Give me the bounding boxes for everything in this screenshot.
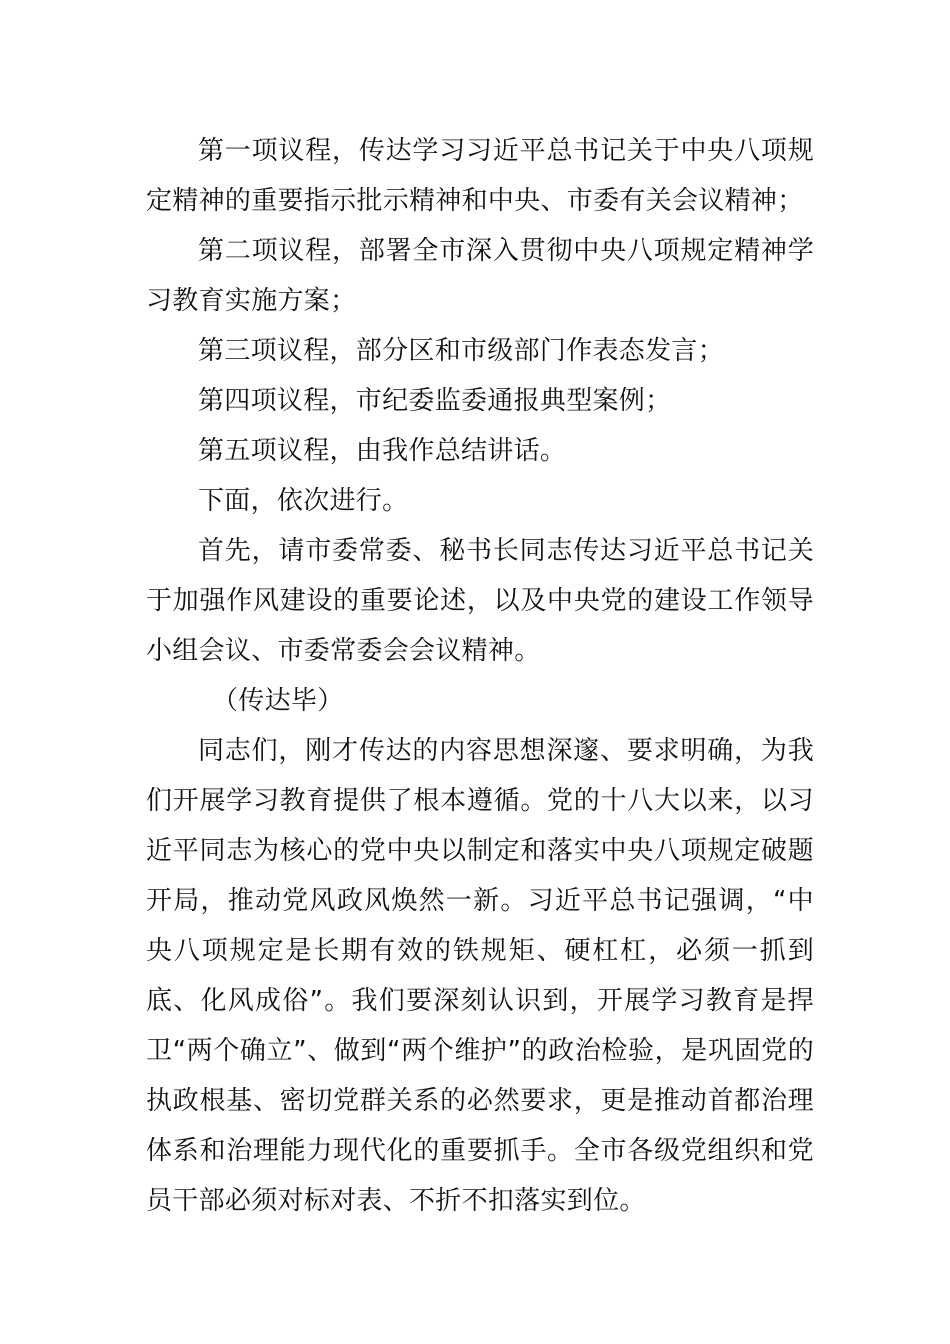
agenda-item-1: 第一项议程，传达学习习近平总书记关于中央八项规定精神的重要指示批示精神和中央、市委有关会议精神； xyxy=(146,136,814,216)
agenda-item-5: 第五项议程，由我作总结讲话。 xyxy=(198,436,567,466)
stage-note: （传达毕） xyxy=(212,686,344,716)
document-body xyxy=(146,126,814,1226)
speech-paragraph: 同志们，刚才传达的内容思想深邃、要求明确，为我们开展学习教育提供了根本遵循。党的十八大以来，以习近平同志为核心的党中央以制定和落实中央八项规定破题开局，推动党风政风焕然一新。习近平总书记强调，“中央八项规定是长期有效的铁规矩、硬杠杠，必须一抓到底、化风成俗”。我们要深刻认识到，开展学习教育是捍卫“两个确立”、做到“两个维护”的政治检验，是巩固党的执政根基、密切党群关系的必然要求，更是推动首都治理体系和治理能力现代化的重要抓手。全市各级党组织和党员干部必须对标对表、不折不扣落实到位。 xyxy=(146,736,814,1216)
agenda-item-4: 第四项议程，市纪委监委通报典型案例； xyxy=(198,386,672,416)
first-step-paragraph: 首先，请市委常委、秘书长同志传达习近平总书记关于加强作风建设的重要论述，以及中央党的建设工作领导小组会议、市委常委会会议精神。 xyxy=(146,536,814,666)
agenda-item-2: 第二项议程，部署全市深入贯彻中央八项规定精神学习教育实施方案； xyxy=(146,236,814,316)
transition-paragraph: 下面，依次进行。 xyxy=(198,486,409,516)
agenda-item-3: 第三项议程，部分区和市级部门作表态发言； xyxy=(198,336,725,366)
